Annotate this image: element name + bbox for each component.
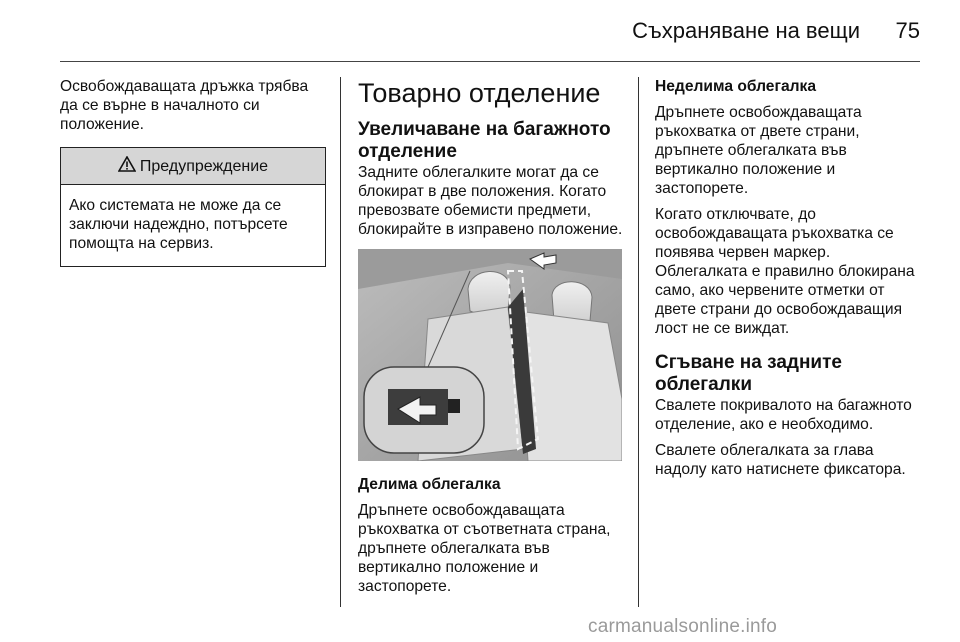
split-backrest-heading: Делима облегалка	[358, 476, 501, 493]
watermark: carmanualsonline.info	[588, 616, 778, 637]
page-number: 75	[895, 18, 920, 43]
warning-header	[61, 148, 325, 185]
nonsplit-backrest-text: Дръпнете освобождаващата ръкохватка от двете страни, дръпнете облегалката във вертикално положение и застопорете.	[655, 104, 862, 197]
rear-seat-illustration	[358, 249, 622, 461]
body-paragraph: Задните облегалките могат да се блокират в две положения. Когато превозвате обемисти предмети, блокирайте в изправено положение.	[358, 164, 623, 238]
warning-text: Ако системата не може да се заключи надеждно, потърсете помощта на сервиз.	[69, 197, 288, 252]
warning-box	[60, 147, 326, 267]
column-1	[60, 77, 326, 267]
fold-paragraph-1: Свалете покривалото на багажното отделение, ако е необходимо.	[655, 397, 912, 433]
column-divider-right	[638, 77, 639, 607]
header-rule	[60, 61, 920, 62]
split-backrest-text: Дръпнете освобождаващата ръкохватка от съответната страна, дръпнете облегалката във вертикално положение и застопорете.	[358, 502, 611, 595]
subsection-title: Увеличаване на багажното отделение	[358, 119, 611, 162]
warning-heading: Предупреждение	[139, 157, 269, 175]
section-title: Товарно отделение	[358, 78, 601, 108]
intro-paragraph: Освобождаващата дръжка трябва да се върне в началното си положение.	[60, 78, 309, 133]
column-2	[358, 77, 624, 596]
column-divider-left	[340, 77, 341, 607]
fold-section-heading: Сгъване на задните облегалки	[655, 352, 842, 395]
fold-paragraph-2: Свалете облегалката за глава надолу като натиснете фиксатора.	[655, 442, 906, 478]
header-title: Съхраняване на вещи	[632, 18, 860, 43]
unlock-paragraph: Когато отключвате, до освобождаващата ръкохватка се появява червен маркер. Облегалката е правилно блокирана само, ако червените отметки от двете страни до освобождаващия лост не се виждат.	[655, 206, 915, 337]
warning-triangle-icon	[118, 156, 140, 177]
nonsplit-backrest-heading: Неделима облегалка	[655, 78, 817, 95]
column-3	[655, 77, 923, 479]
